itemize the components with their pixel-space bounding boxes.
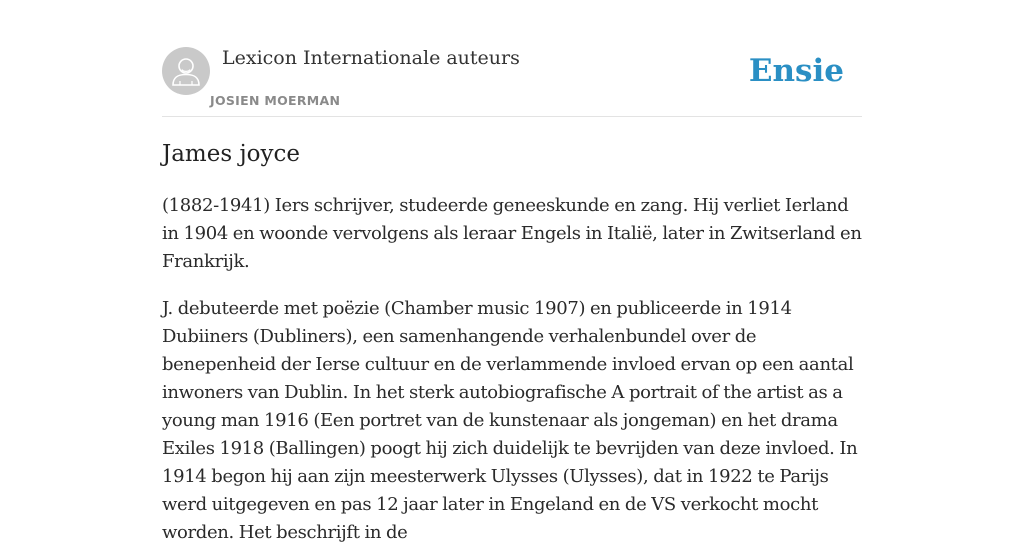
lexicon-title-link[interactable]: Lexicon Internationale auteurs bbox=[222, 47, 520, 69]
user-avatar-icon[interactable] bbox=[162, 47, 210, 95]
article-paragraph-2: J. debuteerde met poëzie (Chamber music 1907) en publiceerde in 1914 Dubiiners (Dubliners), een samenhangende verhalenbundel over de benepenheid der Ierse cultuur en de verlammende invloed ervan op een aantal inwoners van Dublin. In het sterk autobiografische A portrait of the artist as a young man 1916 (Een portret van de kunstenaar als jongeman) en het drama Exiles 1918 (Ballingen) poogt hij zich duidelijk te bevrijden van deze invloed. In 1914 begon hij aan zijn meesterwerk Ulysses (Ulysses), dat in 1922 te Parijs werd uitgegeven en pas 12 jaar later in Engeland en de VS verkocht mocht worden. Het beschrijft in de bbox=[162, 298, 858, 543]
header bbox=[162, 46, 862, 117]
article-title: James joyce bbox=[162, 141, 300, 167]
article-paragraph-1: (1882-1941) Iers schrijver, studeerde geneeskunde en zang. Hij verliet Ierland in 1904 en woonde vervolgens als leraar Engels in Italië, later in Zwitserland en Frankrijk. bbox=[162, 195, 862, 272]
ensie-logo[interactable]: Ensie bbox=[748, 53, 844, 89]
author-name-link[interactable]: JOSIEN MOERMAN bbox=[210, 93, 341, 108]
article bbox=[162, 138, 862, 547]
